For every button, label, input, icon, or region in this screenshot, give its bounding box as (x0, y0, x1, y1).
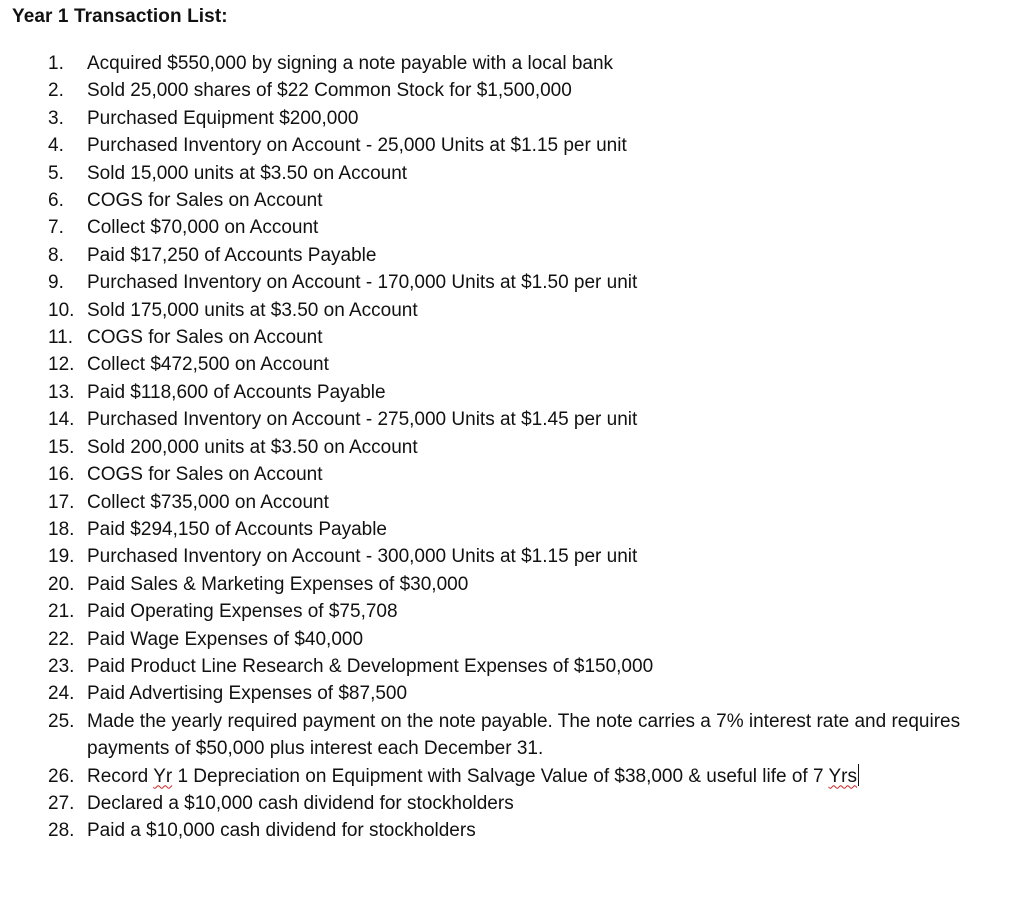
item-number: 15. (48, 436, 75, 458)
item-number: 14. (48, 409, 75, 431)
list-item (48, 598, 988, 625)
list-item (48, 160, 988, 187)
page-title: Year 1 Transaction List: (12, 6, 228, 27)
list-item (48, 50, 988, 77)
item-number: 13. (48, 381, 75, 403)
item-number: 12. (48, 354, 75, 376)
item-text: Paid Wage Expenses of $40,000 (87, 628, 364, 650)
item-text: Paid Sales & Marketing Expenses of $30,000 (87, 573, 469, 595)
item-text: Paid $118,600 of Accounts Payable (87, 381, 386, 403)
item-text: Paid a $10,000 cash dividend for stockholders (87, 820, 476, 842)
item-text: Sold 25,000 shares of $22 Common Stock for $1,500,000 (87, 80, 572, 102)
item-number: 3. (48, 107, 64, 129)
item-number: 21. (48, 601, 75, 623)
item-text: Sold 15,000 units at $3.50 on Account (87, 162, 408, 184)
item-number: 27. (48, 792, 75, 814)
item-number: 11. (48, 327, 74, 349)
item-number: 9. (48, 272, 64, 294)
item-number: 1. (48, 53, 64, 74)
item-number: 25. (48, 710, 75, 732)
item-number: 17. (48, 491, 75, 513)
item-number: 26. (48, 765, 75, 787)
list-item (48, 132, 988, 159)
item-text: Purchased Inventory on Account - 170,000 Units at $1.50 per unit (87, 272, 638, 294)
item-text: Made the yearly required payment on the note payable. The note carries a 7% interest rate and requires payments of $50,000 plus interest each December 31. (87, 710, 961, 760)
item-number: 24. (48, 683, 75, 705)
text-cursor[interactable] (858, 764, 859, 786)
list-item (48, 105, 988, 132)
transaction-list (48, 50, 988, 845)
item-text: Collect $735,000 on Account (87, 491, 329, 513)
item-text: Paid Advertising Expenses of $87,500 (87, 683, 408, 705)
item-text: Purchased Inventory on Account - 275,000 Units at $1.45 per unit (87, 409, 638, 431)
list-item (48, 763, 988, 790)
item-text: COGS for Sales on Account (87, 190, 323, 212)
list-item (48, 817, 988, 844)
item-text: COGS for Sales on Account (87, 327, 323, 349)
list-item (48, 543, 988, 570)
item-text: Paid Product Line Research & Development Expenses of $150,000 (87, 655, 654, 677)
item-text: Collect $70,000 on Account (87, 217, 319, 239)
item-text-middle: 1 Depreciation on Equipment with Salvage Value of $38,000 & useful life of 7 (172, 765, 829, 787)
item-number: 5. (48, 162, 64, 184)
list-item (48, 489, 988, 516)
list-item (48, 187, 988, 214)
spellcheck-word-yrs: Yrs (828, 765, 857, 787)
item-number: 20. (48, 573, 75, 595)
list-item (48, 653, 988, 680)
list-item (48, 571, 988, 598)
item-number: 8. (48, 244, 64, 266)
item-text: Declared a $10,000 cash dividend for stockholders (87, 792, 514, 814)
list-item (48, 626, 988, 653)
item-number: 6. (48, 190, 64, 212)
list-item (48, 406, 988, 433)
item-number: 7. (48, 217, 64, 239)
item-number: 4. (48, 135, 64, 157)
item-text: Acquired $550,000 by signing a note payable with a local bank (87, 53, 614, 74)
item-number: 2. (48, 80, 64, 102)
item-number: 22. (48, 628, 75, 650)
list-item (48, 214, 988, 241)
item-number: 23. (48, 655, 75, 677)
item-text: Paid $294,150 of Accounts Payable (87, 518, 388, 540)
item-number: 28. (48, 820, 75, 842)
item-text: Sold 200,000 units at $3.50 on Account (87, 436, 418, 458)
list-item (48, 269, 988, 296)
list-item (48, 324, 988, 351)
list-item (48, 351, 988, 378)
item-number: 16. (48, 464, 75, 486)
item-text: Paid $17,250 of Accounts Payable (87, 244, 377, 266)
item-text: Collect $472,500 on Account (87, 354, 329, 376)
item-number: 18. (48, 518, 75, 540)
item-text: Purchased Inventory on Account - 25,000 Units at $1.15 per unit (87, 135, 627, 157)
item-text: Purchased Equipment $200,000 (87, 107, 359, 129)
item-text: Purchased Inventory on Account - 300,000 Units at $1.15 per unit (87, 546, 638, 568)
item-number: 19. (48, 546, 75, 568)
list-item (48, 516, 988, 543)
spellcheck-word-yr: Yr (153, 765, 173, 787)
list-item (48, 680, 988, 707)
list-item (48, 434, 988, 461)
item-number: 10. (48, 299, 75, 321)
item-text: Paid Operating Expenses of $75,708 (87, 601, 398, 623)
list-item (48, 790, 988, 817)
item-text: Sold 175,000 units at $3.50 on Account (87, 299, 418, 321)
item-text-start: Record (87, 765, 154, 787)
list-item (48, 77, 988, 104)
list-item (48, 379, 988, 406)
list-item (48, 242, 988, 269)
list-item (48, 461, 988, 488)
list-item (48, 708, 988, 763)
item-text: COGS for Sales on Account (87, 464, 323, 486)
list-item (48, 297, 988, 324)
